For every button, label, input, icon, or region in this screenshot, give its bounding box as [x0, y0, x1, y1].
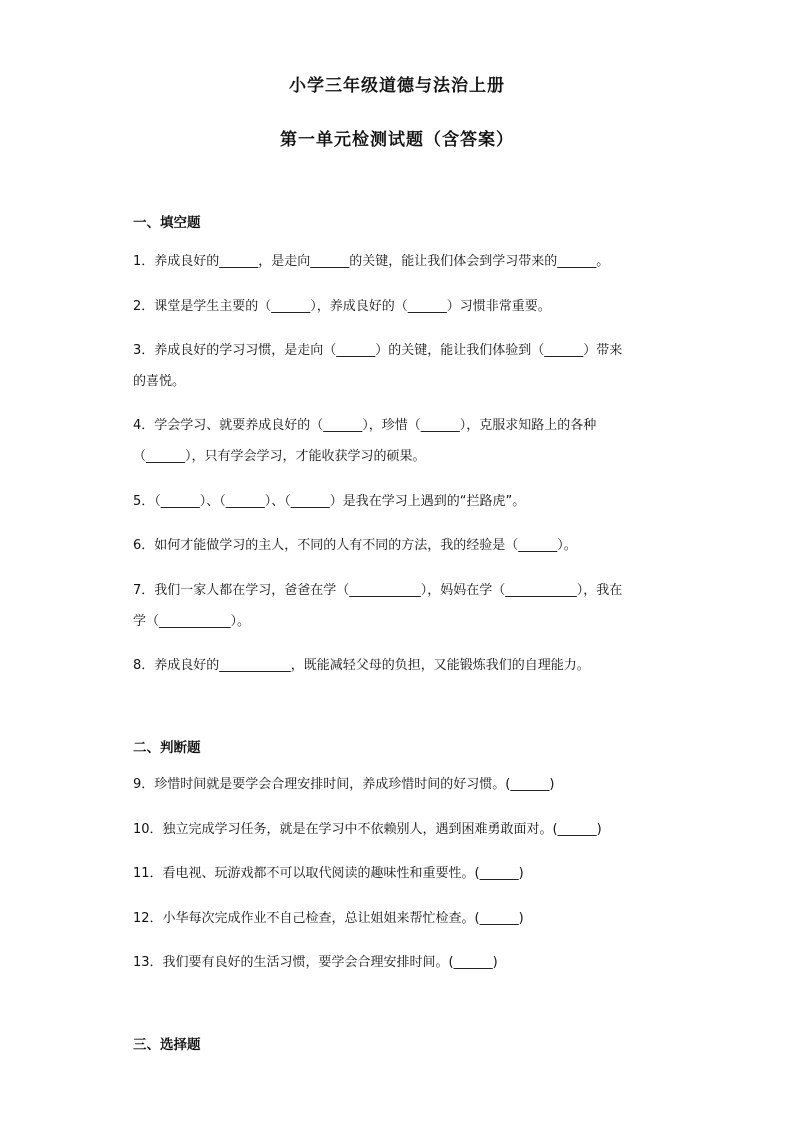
question-7-line-2: 学（___________）。: [133, 614, 251, 629]
question-13: 13．我们要有良好的生活习惯，要学会合理安排时间。(______): [133, 955, 498, 970]
question-2: 2．课堂是学生主要的（______），养成良好的（______）习惯非常重要。: [133, 299, 551, 314]
page-title: 小学三年级道德与法治上册: [289, 76, 505, 96]
question-1: 1．养成良好的______，是走向______的关键，能让我们体会到学习带来的______。: [133, 254, 610, 269]
page-subtitle: 第一单元检测试题（含答案）: [280, 130, 514, 150]
question-4-line-1: 4．学会学习、就要养成良好的（______），珍惜（______），克服求知路上的各种: [133, 418, 597, 433]
section-heading-fill: 一、填空题: [133, 215, 201, 231]
question-7-line-1: 7．我们一家人都在学习，爸爸在学（___________），妈妈在学（___________），我在: [133, 583, 623, 598]
question-5: 5．（______）、（______）、（______）是我在学习上遇到的“拦路虎”。: [133, 494, 526, 509]
question-4-line-2: （______），只有学会学习，才能收获学习的硕果。: [133, 449, 426, 464]
question-9: 9．珍惜时间就是要学会合理安排时间，养成珍惜时间的好习惯。(______): [133, 777, 555, 792]
question-3: [133, 335, 663, 397]
question-4: [133, 410, 663, 472]
question-3-line-1: 3．养成良好的学习习惯，是走向（______）的关键，能让我们体验到（______）带来: [133, 343, 623, 358]
question-3-line-2: 的喜悦。: [133, 374, 186, 389]
question-6: 6．如何才能做学习的主人，不同的人有不同的方法，我的经验是（______）。: [133, 538, 577, 553]
question-7: [133, 575, 663, 637]
question-10: 10．独立完成学习任务，就是在学习中不依赖别人，遇到困难勇敢面对。(______): [133, 822, 602, 837]
section-heading-judge: 二、判断题: [133, 740, 201, 756]
question-11: 11．看电视、玩游戏都不可以取代阅读的趣味性和重要性。(______): [133, 866, 524, 881]
question-12: 12．小华每次完成作业不自己检查，总让姐姐来帮忙检查。(______): [133, 911, 524, 926]
question-8: 8．养成良好的___________，既能减轻父母的负担，又能锻炼我们的自理能力。: [133, 658, 590, 673]
section-heading-choice: 三、选择题: [133, 1037, 201, 1053]
